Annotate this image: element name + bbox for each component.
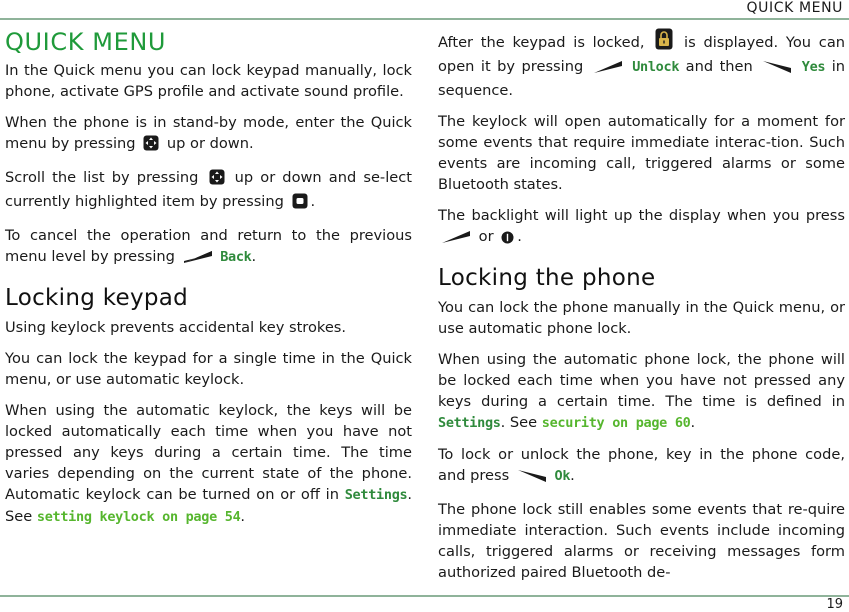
paragraph-text: Using keylock prevents accidental key strokes.	[5, 319, 347, 336]
ok-softkey-label: Ok	[554, 468, 571, 484]
header-title: QUICK MENU	[746, 0, 843, 16]
paragraph-text: When using the automatic keylock, the keys will be locked automatically each time when you have not pressed any keys during a certain time. The time varies depending on the current state of the phone. Automatic keylock can be turned on or off in	[5, 402, 412, 503]
power-key-icon	[501, 229, 514, 250]
setting-keylock-link[interactable]: setting keylock on page 54	[36, 509, 241, 525]
paragraph	[5, 348, 412, 390]
paragraph-text: .	[690, 414, 696, 431]
paragraph-text: . See	[5, 486, 412, 525]
paragraph-text: In the Quick menu you can lock keypad manually, lock phone, activate GPS profile and activate sound profile.	[5, 62, 412, 100]
section-heading-locking-phone: Locking the phone	[438, 265, 656, 291]
paragraph-text: The keylock will open automatically for a moment for some events that require immediate interac-tion. Such events are incoming call, triggered alarms or some Bluetooth states.	[438, 113, 845, 193]
paragraph	[438, 205, 845, 250]
section-heading-locking-keypad: Locking keypad	[5, 285, 189, 311]
paragraph-text: .	[570, 467, 575, 484]
paragraph-text: in sequence.	[438, 58, 846, 99]
paragraph-text: To lock or unlock the phone, key in the phone code, and press	[438, 446, 845, 484]
left-softkey-icon	[441, 229, 471, 250]
paragraph	[5, 112, 412, 157]
paragraph	[5, 60, 412, 102]
paragraph-text: When using the automatic phone lock, the phone will be locked each time when you have not pressed any keys during a certain time. The time is defined in	[438, 351, 845, 410]
right-softkey-icon	[762, 59, 792, 80]
paragraph	[438, 28, 845, 101]
paragraph-text: Scroll the list by pressing	[5, 169, 199, 186]
paragraph-text: When the phone is in stand-by mode, enter the Quick menu by pressing	[5, 114, 412, 152]
paragraph	[5, 400, 412, 528]
paragraph-text: is displayed. You can open it by pressing	[438, 34, 846, 75]
paragraph-text: . See	[500, 414, 538, 431]
paragraph-text: up or down and se-lect currently highlighted item by pressing	[5, 169, 412, 210]
navigation-key-icon	[143, 135, 159, 157]
paragraph-text: or	[478, 228, 494, 245]
paragraph-text: .	[240, 508, 246, 525]
paragraph-text: You can lock the phone manually in the Quick menu, or use automatic phone lock.	[438, 299, 845, 337]
navigation-key-icon	[209, 169, 225, 191]
paragraph	[438, 111, 845, 195]
settings-menu-name: Settings	[344, 487, 408, 503]
paragraph	[5, 317, 412, 338]
paragraph	[438, 297, 845, 339]
paragraph	[5, 167, 412, 215]
back-softkey-label: Back	[220, 249, 252, 265]
page-title: QUICK MENU	[5, 28, 167, 56]
paragraph-text: up or down.	[166, 135, 254, 152]
left-softkey-icon	[593, 59, 623, 80]
paragraph-text: After the keypad is locked,	[438, 34, 645, 51]
bottom-rule	[0, 595, 849, 597]
paragraph-text: The phone lock still enables some events that re-quire immediate interaction. Such events include incoming calls, triggered alarms or receiving messages form authorized paired Bluetooth de-	[438, 501, 845, 581]
top-rule	[0, 18, 849, 20]
paragraph-text: and then	[685, 58, 753, 75]
yes-softkey-label: Yes	[801, 59, 826, 75]
padlock-icon	[655, 28, 673, 56]
page-number: 19	[826, 597, 843, 612]
left-column	[5, 28, 412, 538]
security-link[interactable]: security on page 60	[541, 415, 691, 431]
paragraph-text: .	[517, 228, 522, 245]
paragraph	[5, 225, 412, 270]
paragraph-text: .	[310, 193, 316, 210]
right-softkey-icon	[183, 249, 213, 270]
paragraph-text: The backlight will light up the display when you press	[438, 207, 845, 224]
settings-menu-name: Settings	[438, 415, 501, 431]
paragraph	[438, 349, 845, 434]
select-key-icon	[292, 193, 308, 215]
paragraph-text: You can lock the keypad for a single time in the Quick menu, or use automatic keylock.	[5, 350, 412, 388]
right-column	[438, 28, 845, 593]
paragraph	[438, 444, 845, 489]
unlock-softkey-label: Unlock	[632, 59, 680, 75]
left-softkey-icon	[517, 468, 547, 489]
paragraph-text: To cancel the operation and return to the previous menu level by pressing	[5, 227, 412, 265]
paragraph	[438, 499, 845, 583]
paragraph-text: .	[251, 248, 257, 265]
